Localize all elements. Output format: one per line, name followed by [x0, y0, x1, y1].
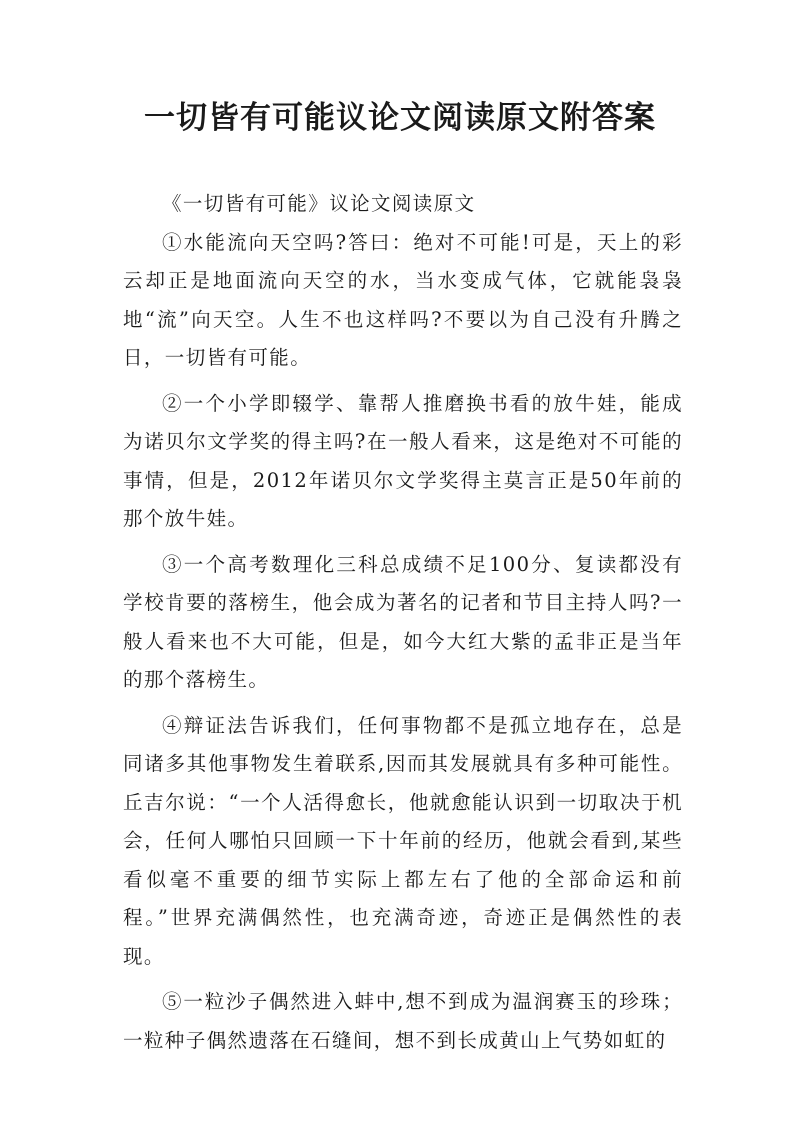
document-title: 一切皆有可能议论文阅读原文附答案 — [144, 100, 656, 136]
document-body — [123, 185, 683, 1060]
paragraph-4: ④辩证法告诉我们，任何事物都不是孤立地存在，总是同诸多其他事物发生着联系,因而其发展就具有多种可能性。丘吉尔说：“一个人活得愈长，他就愈能认识到一切取决于机会，任何人哪怕只回顾一下十年前的经历，他就会看到,某些看似毫不重要的细节实际上都左右了他的全部命运和前程。”世界充满偶然性，也充满奇迹，奇迹正是偶然性的表现。 — [123, 713, 683, 968]
paragraph-1: ①水能流向天空吗?答曰：绝对不可能!可是，天上的彩云却正是地面流向天空的水，当水变成气体，它就能袅袅地“流”向天空。人生不也这样吗?不要以为自己没有升腾之日，一切皆有可能。 — [123, 230, 683, 369]
paragraph-5: ⑤一粒沙子偶然进入蚌中,想不到成为温润赛玉的珍珠；一粒种子偶然遗落在石缝间，想不到长成黄山上气势如虹的 — [123, 990, 683, 1052]
paragraph-2: ②一个小学即辍学、靠帮人推磨换书看的放牛娃，能成为诺贝尔文学奖的得主吗?在一般人看来，这是绝对不可能的事情，但是，2012年诺贝尔文学奖得主莫言正是50年前的那个放牛娃。 — [123, 391, 683, 530]
document-subtitle: 《一切皆有可能》议论文阅读原文 — [162, 192, 476, 215]
paragraph-3: ③一个高考数理化三科总成绩不足100分、复读都没有学校肯要的落榜生，他会成为著名的记者和节目主持人吗?一般人看来也不大可能，但是，如今大红大紫的孟非正是当年的那个落榜生。 — [123, 552, 683, 691]
